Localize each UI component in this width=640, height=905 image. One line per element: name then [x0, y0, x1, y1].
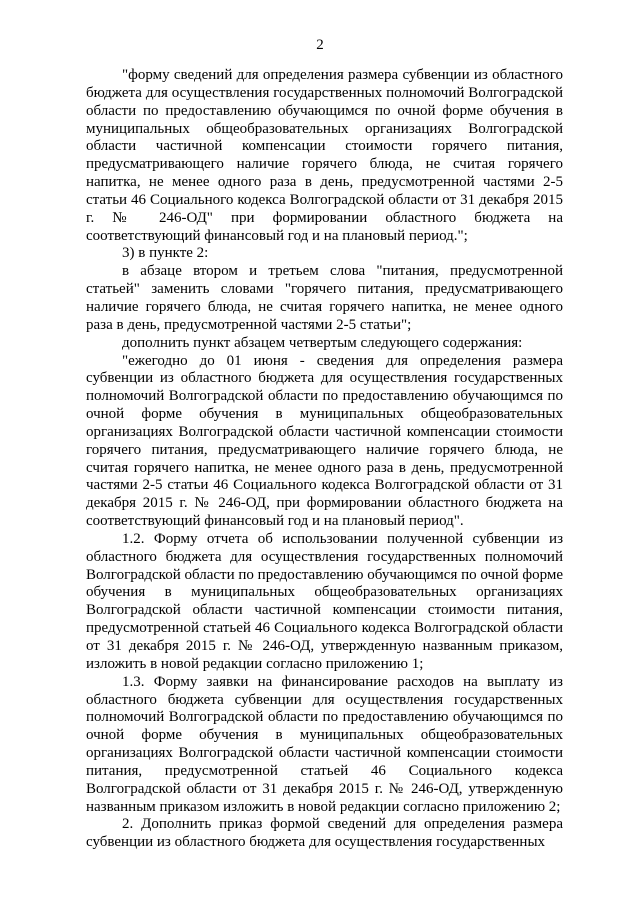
paragraph-annual-quote: "ежегодно до 01 июня - сведения для определения размера субвенции из областного бюджета для осуществления государственных полномочий Волгоградской области по предоставлению обучающимся по очной форме обучения в муниципальных общеобразовательных организациях Волгоградской области частичной компенсации стоимости горячего питания, предусматривающего наличие горячего блюда, не считая горячего напитка, не менее одного раза в день, предусмотренной частями 2-5 статьи 46 Социального кодекса Волгоградской области от 31 декабря 2015 г. № 246-ОД, при формировании областного бюджета на соответствующий финансовый год и на плановый период". [86, 352, 563, 530]
paragraph-2: 2. Дополнить приказ формой сведений для определения размера субвенции из областного бюджета для осуществления государственных [86, 816, 563, 851]
paragraph-form-quote: "форму сведений для определения размера субвенции из областного бюджета для осуществления государственных полномочий Волгоградской области по предоставлению обучающимся по очной форме обучения в муниципальных общеобразовательных организациях Волгоградской области частичной компенсации стоимости горячего питания, предусматривающего наличие горячего блюда, не считая горячего напитка, не менее одного раза в день, предусмотренной частями 2-5 статьи 46 Социального кодекса Волгоградской области от 31 декабря 2015 г. № 246-ОД" при формировании областного бюджета на соответствующий финансовый год и на плановый период."; [86, 67, 563, 244]
paragraph-item-3: 3) в пункте 2: [122, 245, 209, 262]
paragraph-replace-words: в абзаце втором и третьем слова "питания, предусмотренной статьей" заменить словами "горячего питания, предусматривающего наличие горячего блюда, не считая горячего напитка, не менее одного раза в день, предусмотренной частями 2-5 статьи"; [86, 263, 563, 333]
document-body [86, 67, 563, 852]
paragraph-add-fourth: дополнить пункт абзацем четвертым следующего содержания: [122, 334, 523, 351]
paragraph-1-2: 1.2. Форму отчета об использовании полученной субвенции из областного бюджета для осуществления государственных полномочий Волгоградской области по предоставлению обучающимся по очной форме обучения в муниципальных общеобразовательных организациях Волгоградской области частичной компенсации стоимости питания, предусмотренной статьей 46 Социального кодекса Волгоградской области от 31 декабря 2015 г. № 246-ОД, утвержденную названным приказом, изложить в новой редакции согласно приложению 1; [86, 530, 563, 672]
paragraph-1-3: 1.3. Форму заявки на финансирование расходов на выплату из областного бюджета субвенции для осуществления государственных полномочий Волгоградской области по предоставлению обучающимся по очной форме обучения в муниципальных общеобразовательных организациях Волгоградской области частичной компенсации стоимости питания, предусмотренной статьей 46 Социального кодекса Волгоградской области от 31 декабря 2015 г. № 246-ОД, утвержденную названным приказом изложить в новой редакции согласно приложению 2; [86, 673, 563, 815]
page-number: 2 [316, 37, 324, 53]
